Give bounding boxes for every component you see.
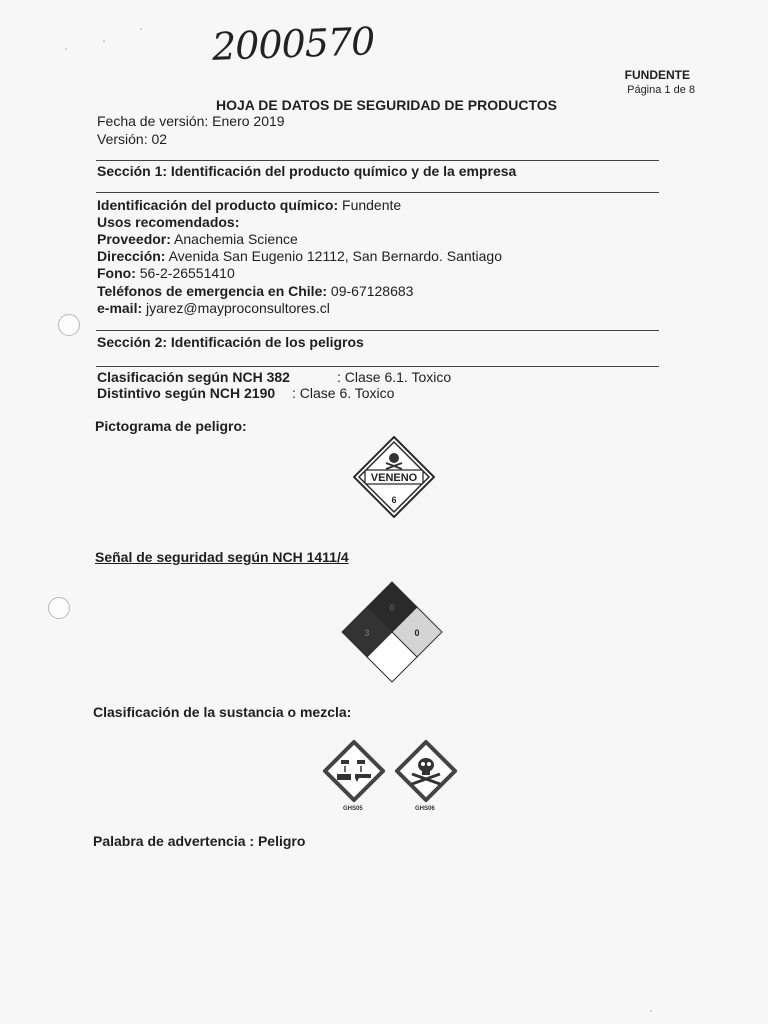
ghs06-skull-crossbones-icon xyxy=(395,740,457,802)
scan-speck xyxy=(140,28,142,30)
signal-word: Palabra de advertencia : Peligro xyxy=(93,833,306,849)
field-label: e-mail: xyxy=(97,300,143,316)
substance-classification-label: Clasificación de la sustancia o mezcla: xyxy=(93,704,352,720)
field-label: Identificación del producto químico: xyxy=(97,197,339,213)
distinctive-nch-2190 xyxy=(97,385,395,401)
handwritten-document-number: 2000570 xyxy=(211,19,375,69)
field-product-identification xyxy=(97,197,401,213)
poison-placard-icon xyxy=(353,436,435,518)
field-phone xyxy=(97,265,235,281)
field-label: Proveedor: xyxy=(97,231,171,247)
field-recommended-uses xyxy=(97,214,239,230)
placard-class-number: 6 xyxy=(391,495,397,505)
section-divider xyxy=(96,160,659,161)
document-title: HOJA DE DATOS DE SEGURIDAD DE PRODUCTOS xyxy=(216,97,557,113)
placard-text: VENENO xyxy=(370,472,418,484)
punch-hole xyxy=(58,314,80,336)
field-value: Fundente xyxy=(338,197,402,213)
field-value: jyarez@mayproconsultores.cl xyxy=(142,300,330,316)
ghs05-corrosion-icon xyxy=(323,740,385,802)
version-date: Fecha de versión: Enero 2019 xyxy=(97,113,285,129)
field-value: : Clase 6.1. Toxico xyxy=(337,369,452,385)
version-number: Versión: 02 xyxy=(97,131,168,147)
section-divider xyxy=(96,330,659,331)
pictogram-label: Pictograma de peligro: xyxy=(95,418,247,434)
field-address xyxy=(97,248,502,264)
section-divider xyxy=(96,366,659,367)
classification-nch-382 xyxy=(97,369,452,385)
section-divider xyxy=(96,192,659,193)
field-label: Clasificación según NCH 382 xyxy=(97,369,290,385)
field-value: 09-67128683 xyxy=(327,283,414,299)
field-value: Anachemia Science xyxy=(170,231,298,247)
ghs06-caption: GHS06 xyxy=(415,806,435,812)
ghs05-caption: GHS05 xyxy=(343,806,363,812)
nfpa-diamond-icon xyxy=(337,581,447,687)
punch-hole xyxy=(48,597,70,619)
scan-speck xyxy=(103,40,105,42)
field-label: Distintivo según NCH 2190 xyxy=(97,385,276,401)
field-label: Dirección: xyxy=(97,248,166,264)
field-supplier xyxy=(97,231,298,247)
field-label: Teléfonos de emergencia en Chile: xyxy=(97,283,328,299)
field-label: Usos recomendados: xyxy=(97,214,240,230)
page-number: Página 1 de 8 xyxy=(627,84,695,96)
field-value: 56-2-26551410 xyxy=(135,265,235,281)
nfpa-health: 3 xyxy=(364,628,370,638)
section-2-heading: Sección 2: Identificación de los peligros xyxy=(97,334,364,350)
field-emergency-phone xyxy=(97,283,413,299)
scan-speck xyxy=(65,48,67,50)
scan-speck xyxy=(650,1010,652,1012)
safety-sign-heading: Señal de seguridad según NCH 1411/4 xyxy=(95,549,349,565)
field-email xyxy=(97,300,330,316)
section-1-heading: Sección 1: Identificación del producto químico y de la empresa xyxy=(97,163,517,179)
field-value: Avenida San Eugenio 12112, San Bernardo. Santiago xyxy=(165,248,502,264)
field-label: Fono: xyxy=(97,265,136,281)
product-label: FUNDENTE xyxy=(624,68,690,82)
nfpa-flammability: 0 xyxy=(389,603,395,613)
nfpa-reactivity: 0 xyxy=(414,628,420,638)
field-value: : Clase 6. Toxico xyxy=(292,385,395,401)
